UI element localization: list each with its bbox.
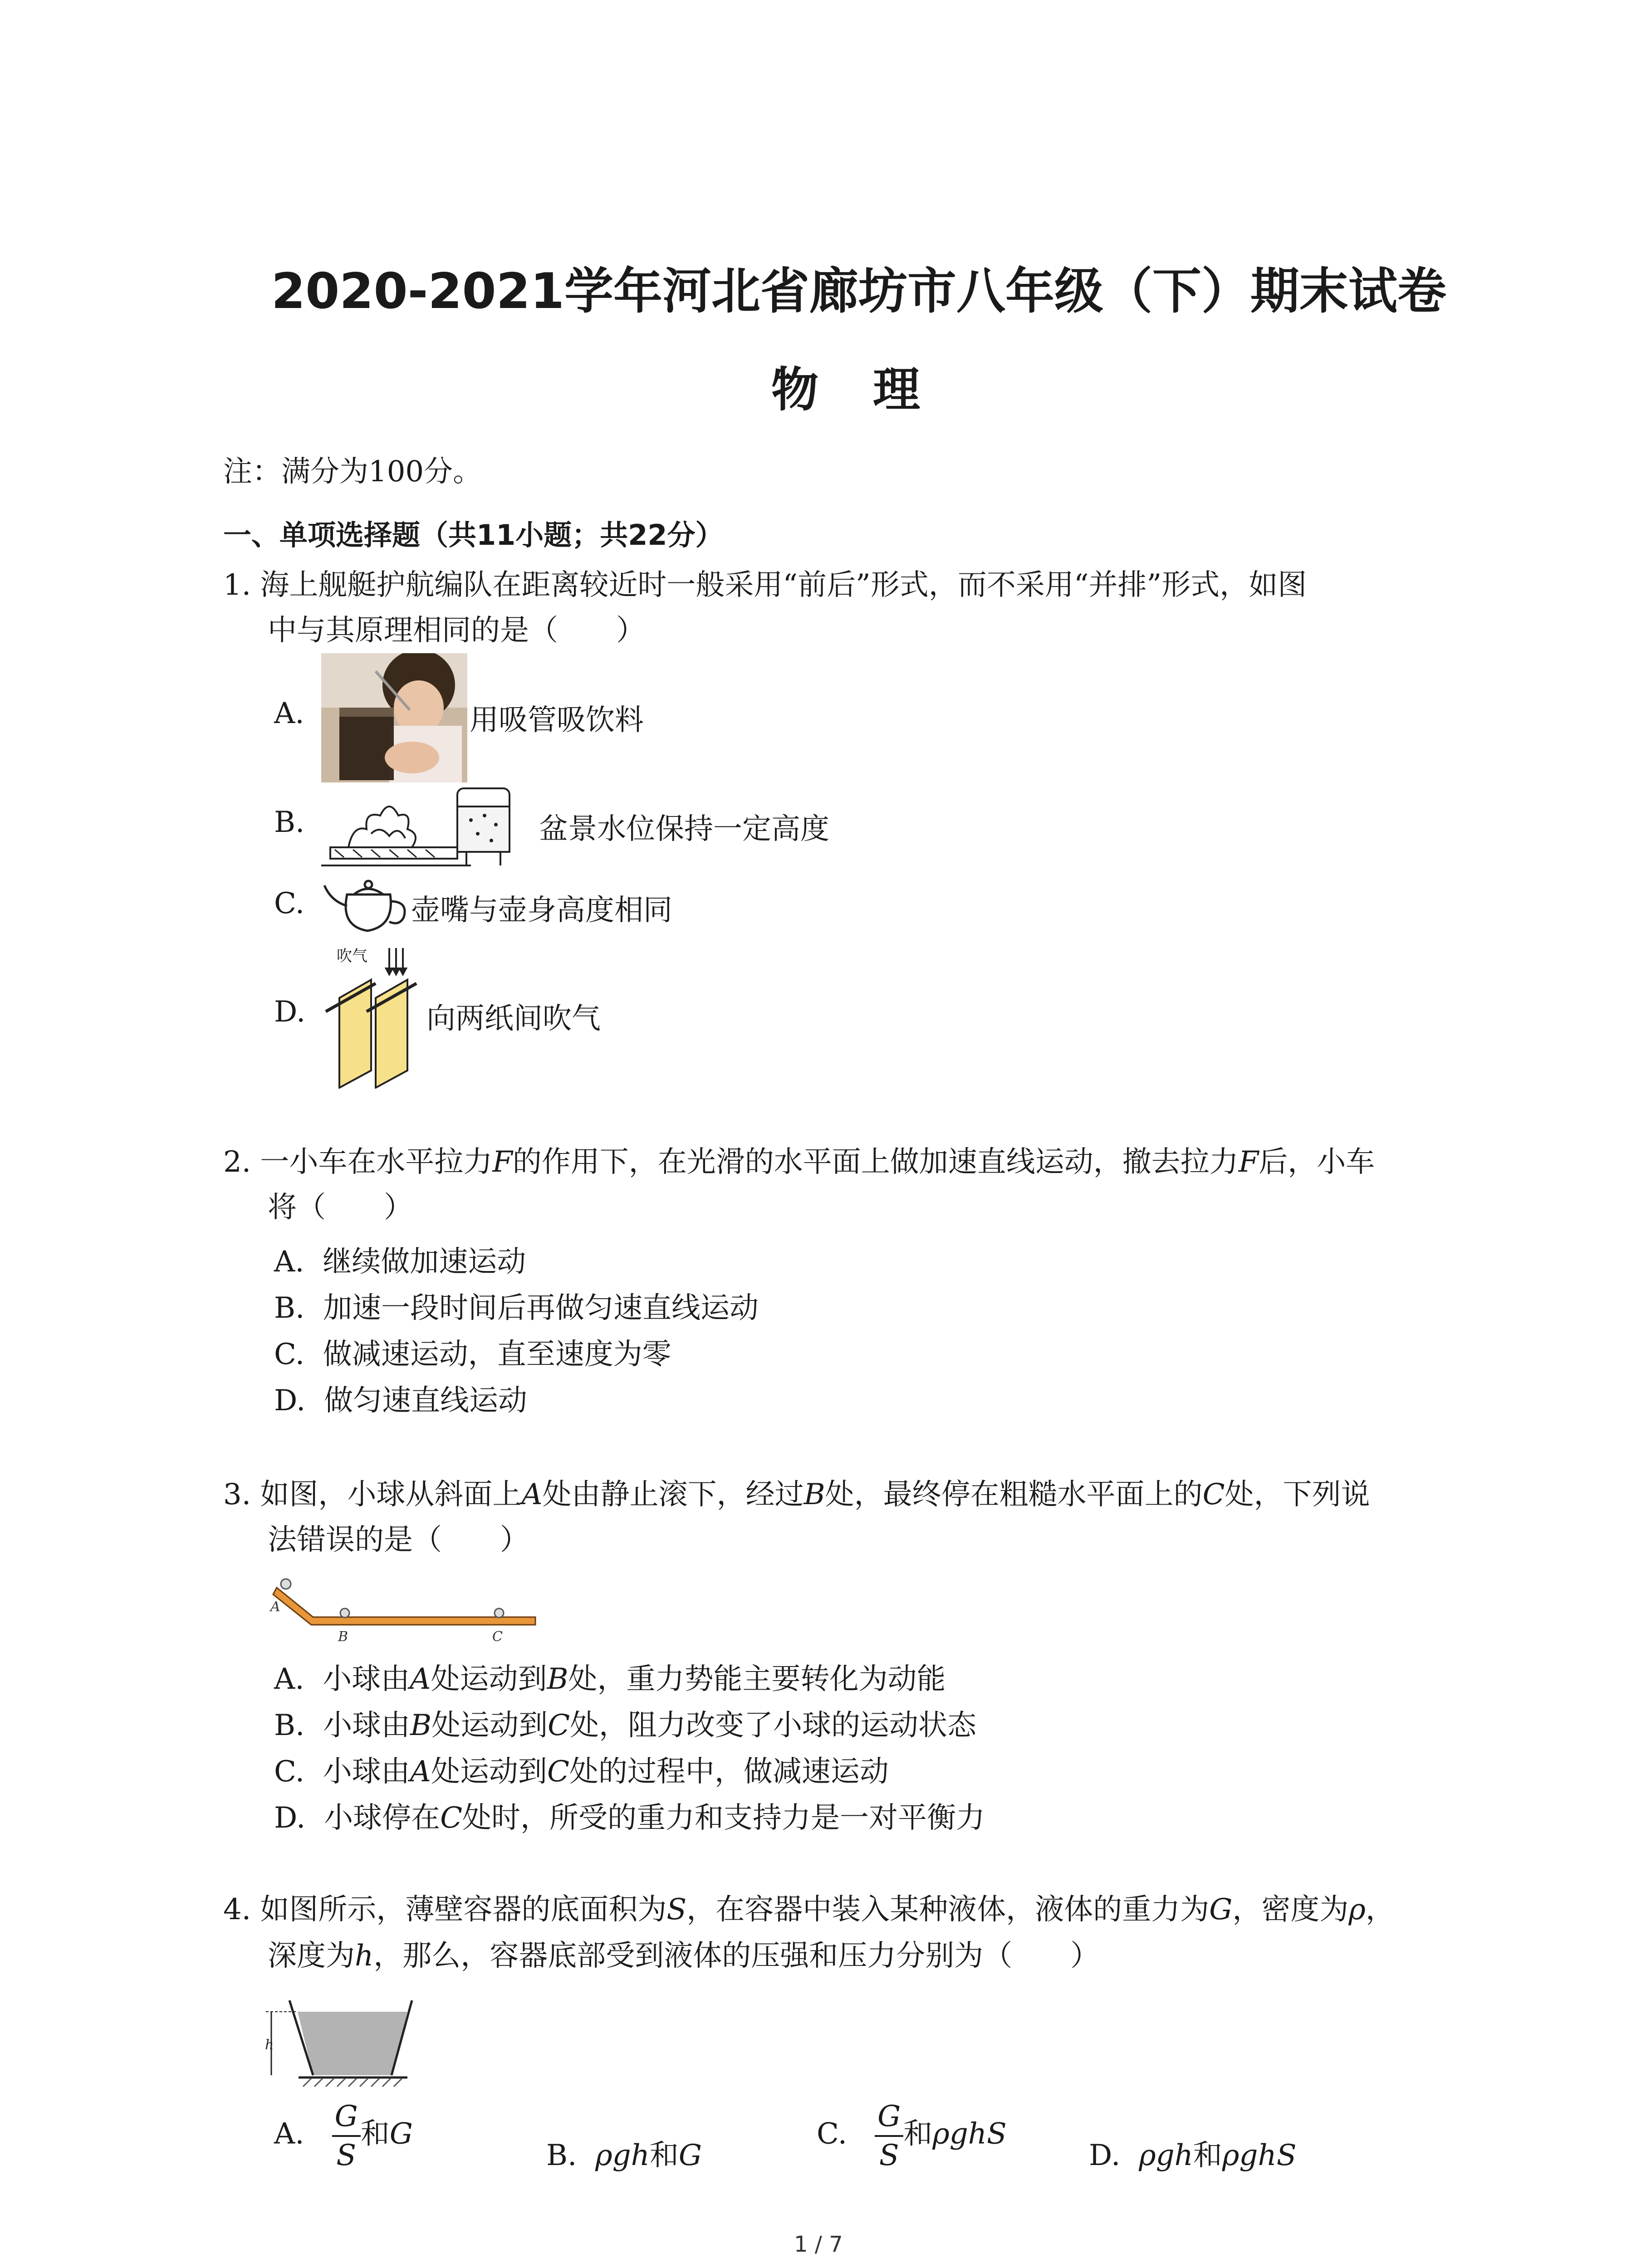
q4-stem-line2: 深度为h，那么，容器底部受到液体的压强和压力分别为（ ） (268, 1939, 1100, 1973)
q3-stem-line2: 法错误的是（ ） (268, 1523, 529, 1557)
q2-option-c: C. 做减速运动，直至速度为零 (274, 1338, 671, 1371)
q4-container-figure (262, 1996, 416, 2096)
q2-option-a: A. 继续做加速运动 (274, 1245, 526, 1279)
q3-option-a: A. 小球由A处运动到B处，重力势能主要转化为动能 (274, 1662, 946, 1696)
q4-fig-label-h: h (265, 2037, 274, 2053)
q3-fig-label-c: C (492, 1629, 503, 1645)
q1-option-a-image (321, 653, 467, 782)
section-heading: 一、单项选择题（共11小题；共22分） (223, 518, 724, 552)
q3-option-b: B. 小球由B处运动到C处，阻力改变了小球的运动状态 (274, 1709, 977, 1742)
subject-title: 物理 (771, 362, 975, 417)
q1-option-c-text: 壶嘴与壶身高度相同 (411, 894, 672, 927)
q1-stem-line1: 1. 海上舰艇护航编队在距离较近时一般采用“前后”形式，而不采用“并排”形式，如图 (223, 568, 1307, 602)
q1-option-c-letter: C. (274, 887, 305, 920)
q1-blow-label: 吹气 (337, 947, 367, 965)
q3-figure (268, 1569, 549, 1647)
page-title: 2020-2021学年河北省廊坊市八年级（下）期末试卷 (271, 263, 1446, 320)
q1-option-a-text: 用吸管吸饮料 (470, 704, 644, 737)
q4-option-d: D. ρgh和ρghS (1089, 2139, 1297, 2172)
q3-option-c: C. 小球由A处运动到C处的过程中，做减速运动 (274, 1755, 889, 1789)
q1-option-d-text: 向两纸间吹气 (426, 1002, 601, 1036)
score-note: 注：满分为100分。 (223, 455, 482, 489)
q1-option-d-letter: D. (274, 995, 306, 1029)
q2-option-b: B. 加速一段时间后再做匀速直线运动 (274, 1291, 759, 1325)
q3-stem-line1: 3. 如图，小球从斜面上A处由静止滚下，经过B处，最终停在粗糙水平面上的C处，下列说 (223, 1478, 1370, 1511)
q3-fig-label-b: B (338, 1629, 348, 1645)
q4-stem-line1: 4. 如图所示，薄壁容器的底面积为S，在容器中装入某种液体，液体的重力为G，密度为ρ， (223, 1893, 1395, 1926)
q2-stem-line2: 将（ ） (268, 1191, 413, 1224)
q2-stem-line1: 2. 一小车在水平拉力F的作用下，在光滑的水平面上做加速直线运动，撤去拉力F后，小车 (223, 1145, 1375, 1179)
q4-option-b: B. ρgh和G (546, 2139, 702, 2172)
q2-option-d: D. 做匀速直线运动 (274, 1384, 528, 1418)
q4-option-a: A. $\frac{G}{S}$ 和G (274, 2098, 413, 2174)
q1-option-b-image (321, 779, 521, 870)
q3-fig-label-a: A (270, 1599, 280, 1615)
q1-option-c-image (322, 867, 413, 935)
q1-option-d-image (321, 943, 426, 1089)
q4-option-c: C. $\frac{G}{S}$ 和ρghS (817, 2098, 1007, 2174)
page-number: 1 / 7 (794, 2232, 843, 2257)
q1-stem-line2: 中与其原理相同的是（ ） (268, 614, 645, 647)
q1-option-b-text: 盆景水位保持一定高度 (539, 812, 829, 846)
q1-option-a-letter: A. (274, 697, 304, 730)
q3-option-d: D. 小球停在C处时，所受的重力和支持力是一对平衡力 (274, 1801, 985, 1835)
q1-option-b-letter: B. (274, 806, 305, 839)
